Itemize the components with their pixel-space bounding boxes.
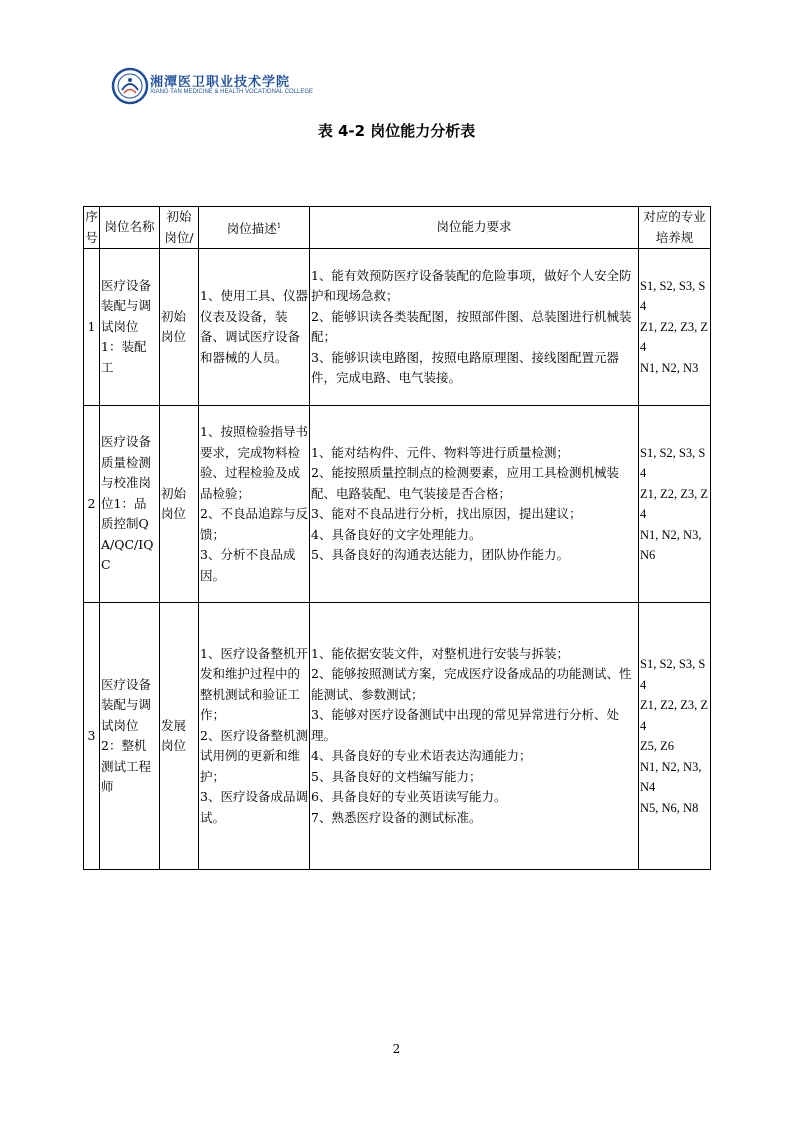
school-name-cn: 湘潭医卫职业技术学院 bbox=[150, 75, 291, 90]
table-title: 表 4-2 岗位能力分析表 bbox=[317, 122, 476, 140]
row-spec bbox=[639, 249, 711, 406]
row-desc bbox=[199, 603, 310, 870]
spec-line: N1, N2, N3, N4 bbox=[640, 759, 702, 794]
table-row bbox=[84, 406, 711, 603]
row-desc bbox=[199, 406, 310, 603]
req-line: 3、能够对医疗设备测试中出现的常见异常进行分析、处理。 bbox=[311, 707, 619, 743]
desc-line: 2、不良品追踪与反馈； bbox=[200, 506, 308, 542]
req-line: 5、具备良好的文档编写能力； bbox=[311, 768, 482, 784]
header-spec: 对应的专业培养规 bbox=[639, 207, 711, 249]
desc-line: 2、医疗设备整机测试用例的更新和维护； bbox=[200, 727, 308, 784]
row-spec bbox=[639, 406, 711, 603]
row-name: 医疗设备装配与调试岗位1：装配工 bbox=[100, 249, 160, 406]
header-type: 初始岗位/ bbox=[160, 207, 199, 249]
header-name: 岗位名称 bbox=[100, 207, 160, 249]
row-spec bbox=[639, 603, 711, 870]
table-header-row bbox=[84, 207, 711, 249]
req-line: 1、能依据安装文件，对整机进行安装与拆装； bbox=[311, 645, 569, 661]
header-desc-footnote: 1 bbox=[276, 221, 282, 230]
spec-line: Z1, Z2, Z3, Z4 bbox=[640, 698, 709, 733]
spec-line: N1, N2, N3 bbox=[640, 360, 699, 375]
table-row bbox=[84, 603, 711, 870]
spec-line: N5, N6, N8 bbox=[640, 800, 699, 815]
req-line: 1、能有效预防医疗设备装配的危险事项，做好个人安全防护和现场急救； bbox=[311, 267, 632, 303]
spec-line: S1, S2, S3, S4 bbox=[640, 278, 706, 314]
req-line: 2、能够按照测试方案，完成医疗设备成品的功能测试、性能测试、参数测试； bbox=[311, 666, 632, 702]
req-line: 7、熟悉医疗设备的测试标准。 bbox=[311, 809, 482, 825]
row-type: 发展岗位 bbox=[160, 603, 199, 870]
spec-line: Z1, Z2, Z3, Z4 bbox=[640, 319, 709, 355]
desc-line: 3、分析不良品成因。 bbox=[200, 547, 296, 583]
row-type: 初始岗位 bbox=[160, 406, 199, 603]
row-desc bbox=[199, 249, 310, 406]
req-line: 6、具备良好的专业英语读写能力。 bbox=[311, 789, 507, 805]
desc-line: 1、按照检验指导书要求，完成物料检验、过程检验及成品检验； bbox=[200, 424, 308, 501]
row-req bbox=[310, 603, 639, 870]
row-name: 医疗设备质量检测与校准岗位1：品质控制QA/QC/IQC bbox=[100, 406, 160, 603]
spec-line: N1, N2, N3, N6 bbox=[640, 527, 702, 562]
req-line: 4、具备良好的专业术语表达沟通能力； bbox=[311, 748, 532, 764]
spec-line: S1, S2, S3, S4 bbox=[640, 445, 706, 480]
desc-line: 1、医疗设备整机开发和维护过程中的整机测试和验证工作； bbox=[200, 645, 308, 723]
row-type: 初始岗位 bbox=[160, 249, 199, 406]
req-line: 4、具备良好的文字处理能力。 bbox=[311, 526, 482, 542]
position-ability-table bbox=[83, 206, 711, 870]
desc-line: 1、使用工具、仪器仪表及设备，装备、调试医疗设备和器械的人员。 bbox=[200, 288, 308, 365]
table-row bbox=[84, 249, 711, 406]
req-line: 3、能够识读电路图，按照电路原理图、接线图配置元器件，完成电路、电气装接。 bbox=[311, 349, 619, 385]
header-desc bbox=[199, 207, 310, 249]
header-no: 序号 bbox=[84, 207, 100, 249]
row-name: 医疗设备装配与调试岗位2：整机测试工程师 bbox=[100, 603, 160, 870]
spec-line: Z5, Z6 bbox=[640, 739, 675, 753]
desc-line: 3、医疗设备成品调试。 bbox=[200, 789, 308, 825]
row-no: 3 bbox=[84, 603, 100, 870]
spec-line: S1, S2, S3, S4 bbox=[640, 657, 706, 692]
row-req bbox=[310, 406, 639, 603]
header-req: 岗位能力要求 bbox=[310, 207, 639, 249]
header-desc-label: 岗位描述 bbox=[226, 220, 277, 236]
school-name-en: XIANG TAN MEDICINE & HEALTH VOCATIONAL COLLEGE bbox=[150, 89, 314, 95]
page-number: 2 bbox=[392, 1042, 401, 1056]
req-line: 1、能对结构件、元件、物料等进行质量检测； bbox=[311, 444, 569, 460]
spec-line: Z1, Z2, Z3, Z4 bbox=[640, 486, 709, 521]
row-no: 2 bbox=[84, 406, 100, 603]
row-no: 1 bbox=[84, 249, 100, 406]
req-line: 5、具备良好的沟通表达能力，团队协作能力。 bbox=[311, 547, 569, 562]
row-req bbox=[310, 249, 639, 406]
req-line: 3、能对不良品进行分析，找出原因，提出建议； bbox=[311, 506, 582, 521]
req-line: 2、能按照质量控制点的检测要素，应用工具检测机械装配、电路装配、电气装接是否合格； bbox=[311, 465, 619, 501]
req-line: 2、能够识读各类装配图，按照部件图、总装图进行机械装配； bbox=[311, 308, 632, 344]
